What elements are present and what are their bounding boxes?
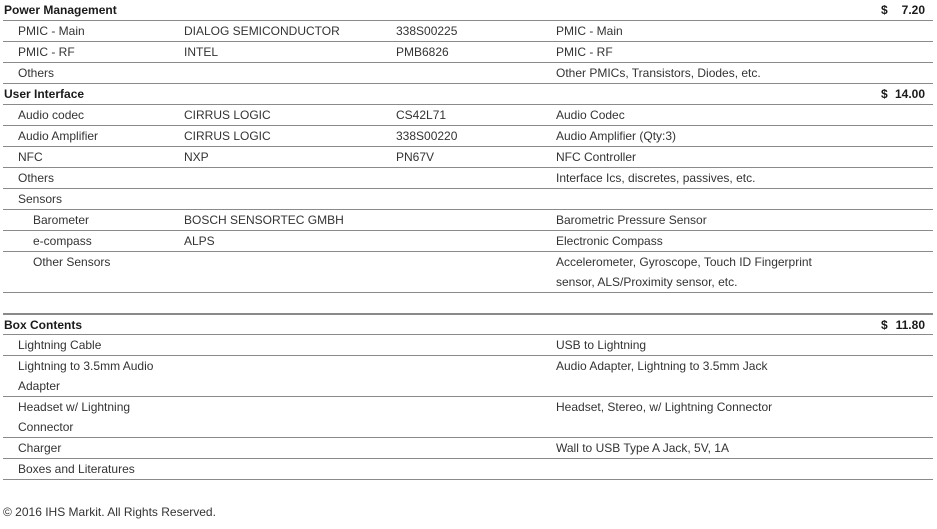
section-header-power-management — [3, 0, 933, 21]
table-row — [3, 397, 933, 438]
part-number: PN67V — [396, 150, 435, 164]
table-row — [3, 459, 933, 480]
currency-symbol: $ — [881, 3, 888, 17]
manufacturer: CIRRUS LOGIC — [184, 108, 271, 122]
part-number: 338S00225 — [396, 24, 458, 38]
component-name: Boxes and Literatures — [18, 462, 135, 476]
table-row — [3, 168, 933, 189]
component-name: Others — [18, 171, 55, 185]
description: PMIC - RF — [556, 45, 613, 59]
component-name: Audio codec — [18, 108, 85, 122]
table-row — [3, 252, 933, 293]
component-name: Lightning to 3.5mm Audio Adapter — [18, 359, 154, 393]
table-row — [3, 335, 933, 356]
section-title: Box Contents — [4, 318, 82, 332]
description: Audio Codec — [556, 108, 625, 122]
table-row — [3, 21, 933, 42]
section-header-box-contents — [3, 314, 933, 335]
bom-table — [3, 0, 933, 480]
manufacturer: CIRRUS LOGIC — [184, 129, 271, 143]
component-name: e-compass — [33, 234, 92, 248]
manufacturer: NXP — [184, 150, 209, 164]
table-row — [3, 63, 933, 84]
description: NFC Controller — [556, 150, 637, 164]
description: Interface Ics, discretes, passives, etc. — [556, 171, 756, 185]
table-row — [3, 105, 933, 126]
currency-symbol: $ — [881, 318, 888, 332]
component-name: Others — [18, 66, 55, 80]
table-row — [3, 189, 933, 210]
manufacturer: BOSCH SENSORTEC GMBH — [184, 213, 344, 227]
component-name: PMIC - RF — [18, 45, 75, 59]
description: Barometric Pressure Sensor — [556, 213, 707, 227]
manufacturer: ALPS — [184, 234, 215, 248]
description: USB to Lightning — [556, 338, 647, 352]
component-name: Lightning Cable — [18, 338, 102, 352]
part-number: PMB6826 — [396, 45, 449, 59]
description: Audio Adapter, Lightning to 3.5mm Jack — [556, 359, 768, 373]
description: PMIC - Main — [556, 24, 623, 38]
component-name: Other Sensors — [33, 255, 111, 269]
component-name: Headset w/ Lightning Connector — [18, 400, 131, 434]
component-name: Sensors — [18, 192, 63, 206]
section-header-user-interface — [3, 84, 933, 105]
description: Wall to USB Type A Jack, 5V, 1A — [556, 441, 729, 455]
table-row — [3, 356, 933, 397]
table-row — [3, 42, 933, 63]
section-price: 14.00 — [894, 87, 925, 101]
manufacturer: DIALOG SEMICONDUCTOR — [184, 24, 340, 38]
part-number: CS42L71 — [396, 108, 447, 122]
part-number: 338S00220 — [396, 129, 458, 143]
description: Headset, Stereo, w/ Lightning Connector — [556, 400, 773, 414]
table-row — [3, 126, 933, 147]
section-title: Power Management — [4, 3, 117, 17]
description: Electronic Compass — [556, 234, 663, 248]
component-name: Audio Amplifier — [18, 129, 99, 143]
description: Audio Amplifier (Qty:3) — [556, 129, 677, 143]
copyright-notice: © 2016 IHS Markit. All Rights Reserved. — [3, 505, 216, 519]
section-price: 11.80 — [895, 318, 925, 332]
section-price: 7.20 — [901, 3, 925, 17]
table-row — [3, 147, 933, 168]
component-name: NFC — [18, 150, 43, 164]
component-name: Charger — [18, 441, 62, 455]
table-row — [3, 231, 933, 252]
spacer-row — [3, 293, 933, 314]
currency-symbol: $ — [881, 87, 888, 101]
table-row — [3, 210, 933, 231]
description: Accelerometer, Gyroscope, Touch ID Fingerprint sensor, ALS/Proximity sensor, etc. — [556, 255, 812, 289]
section-title: User Interface — [4, 87, 85, 101]
table-row — [3, 438, 933, 459]
component-name: Barometer — [33, 213, 90, 227]
manufacturer: INTEL — [184, 45, 219, 59]
description: Other PMICs, Transistors, Diodes, etc. — [556, 66, 761, 80]
component-name: PMIC - Main — [18, 24, 85, 38]
